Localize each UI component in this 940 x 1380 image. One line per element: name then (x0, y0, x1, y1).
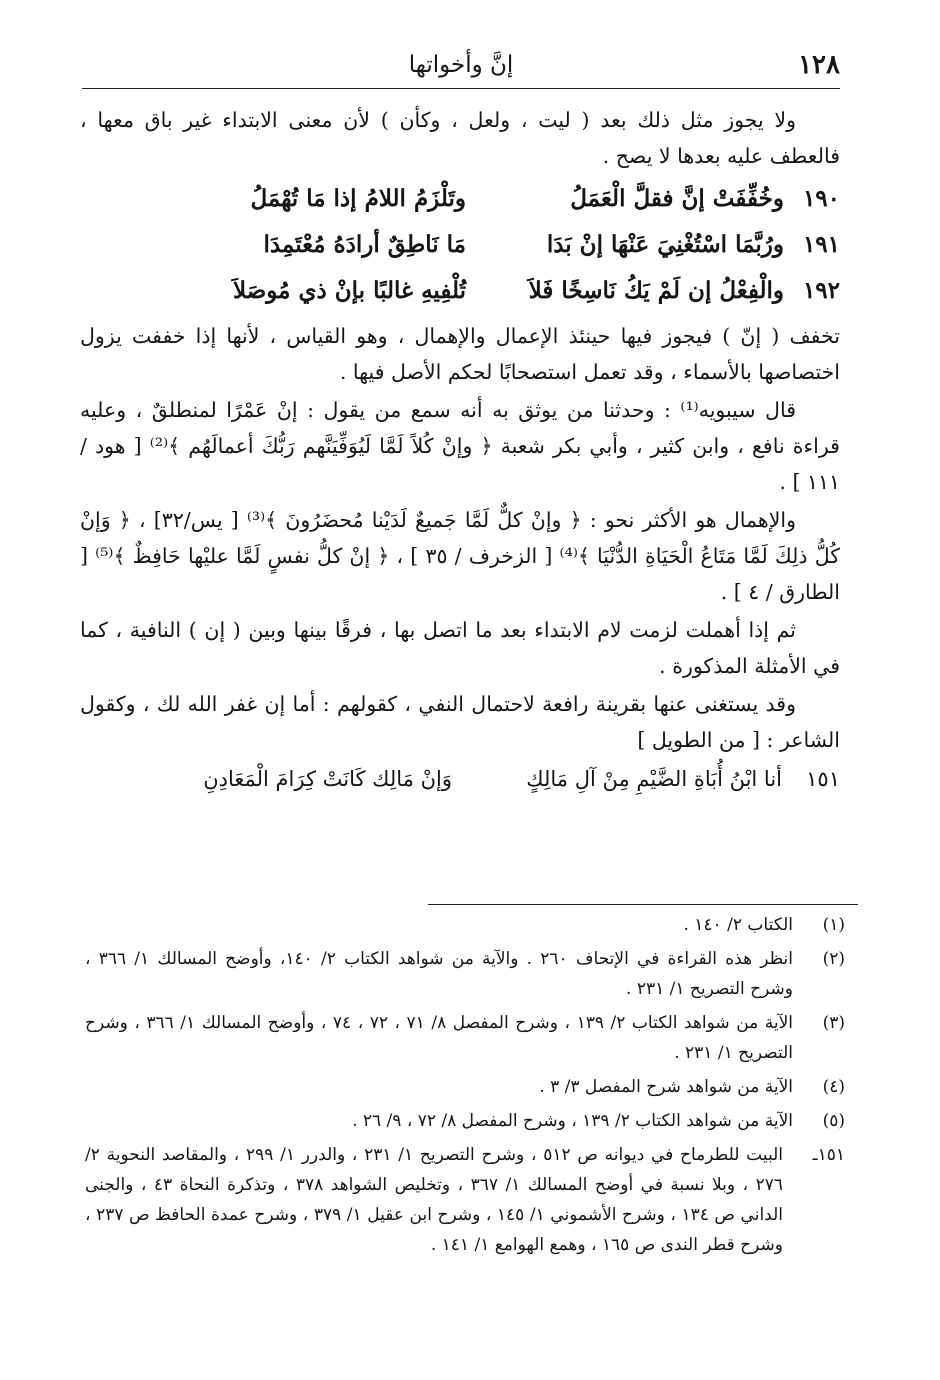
page-header (82, 48, 840, 89)
footnote (85, 1106, 845, 1136)
footnote-text: الآية من شواهد الكتاب ٢/ ١٣٩ ، وشرح المفصل ٨/ ٧٢ ، ٩/ ٢٦ . (352, 1111, 793, 1131)
paragraph: تخفف ( إنّ ) فيجوز فيها حينئذ الإعمال والإهمال ، وهو القياس ، لأنها إذا خففت يزول اختصاصها بالأسماء ، وقد تعمل استصحابًا لحكم الأصل فيها . (80, 324, 840, 384)
footnote-text: الآية من شواهد الكتاب ٢/ ١٣٩ ، وشرح المفصل ٨/ ٧١ ، ٧٢ ، ٧٤ ، وأوضح المسالك ١/ ٣٦٦ ، وشرح التصريح ١/ ٢٣١ . (85, 1013, 794, 1063)
footnote-number: (٢) (822, 949, 845, 969)
verse-line (80, 222, 840, 268)
verse-first-hemistich: والْفِعْلُ إن لَمْ يَكُ نَاسِخًا فَلاَ (528, 277, 784, 304)
witness-second-hemistich: وَإنْ مَالِك كَانَتْ كِرَامَ الْمَعَادِنِ (203, 767, 452, 791)
footnote-number: (٤) (822, 1077, 845, 1097)
paragraph: وقد يستغنى عنها بقرينة رافعة لاحتمال النفي ، كقولهم : أما إن غفر الله لك ، وكقول الشاعر : [ من الطويل ] (80, 692, 840, 752)
verse-line (80, 176, 840, 222)
verse-second-hemistich: مَا نَاطِقٌ أرادَهُ مُعْتَمِدَا (263, 231, 466, 258)
verse-number: ١٩٠ (802, 185, 840, 212)
verse-line (80, 268, 840, 314)
footnote-number: (١) (822, 915, 845, 935)
witness-first-hemistich: أنا ابْنُ أُبَاةِ الضَّيْمِ مِنْ آلِ مَالِكٍ (526, 767, 782, 791)
paragraph: ثم إذا أهملت لزمت لام الابتداء بعد ما اتصل بها ، فرقًا بينها وبين ( إن ) النافية ، كما في الأمثلة المذكورة . (80, 618, 840, 678)
verse-first-hemistich: وخُفِّفَتْ إنَّ فقلَّ الْعَمَلُ (570, 185, 784, 212)
poetry-witness-line (80, 760, 840, 798)
page-number: ١٢٨ (798, 50, 840, 80)
footnote (85, 1140, 845, 1260)
footnotes (85, 910, 845, 1264)
verse-first-hemistich: ورُبَّمَا اسْتُغْنِيَ عَنْهَا إنْ بَدَا (546, 231, 784, 258)
verse-second-hemistich: وتَلْزَمُ اللامُ إذا مَا تُهْمَلُ (250, 185, 466, 212)
footnote-divider (428, 904, 858, 905)
footnote-text: الآية من شواهد شرح المفصل ٣/ ٣ . (539, 1077, 793, 1097)
paragraph: قال سيبويه⁽¹⁾ : وحدثنا من يوثق به أنه سمع من يقول : إنْ عَمْرًا لمنطلقٌ ، وعليه قراءة نافع ، وابن كثير ، وأبي بكر شعبة ﴿ وإنْ كُلاً لَمَّا لَيُوَفِّيَنَّهم رَبُّكَ أعمالَهُم ﴾⁽²⁾ [ هود / ١١١ ] . (80, 398, 840, 494)
footnote (85, 910, 845, 940)
verse-number: ١٩٢ (802, 277, 840, 304)
footnote (85, 1072, 845, 1102)
footnote-text: الكتاب ٢/ ١٤٠ . (683, 915, 793, 935)
footnote-number: ١٥١ـ (812, 1145, 845, 1165)
witness-number: ١٥١ (806, 767, 840, 791)
footnote-text: البيت للطرماح في ديوانه ص ٥١٢ ، وشرح التصريح ١/ ٢٣١ ، والدرر ١/ ٢٩٩ ، والمقاصد النحوية ٢/ ٢٧٦ ، وبلا نسبة في أوضح المسالك ١/ ٣٦٧ ، وتخليص الشواهد ٣٧٨ ، وتذكرة النحاة ٤٣ ، والجنى الداني ص ١٣٤ ، وشرح الأشموني ١/ ١٤٥ ، وشرح ابن عقيل ١/ ٣٧٩ ، وشرح عمدة الحافظ ص ٢٣٧ ، وشرح قطر الندى ص ١٦٥ ، وهمع الهوامع ١/ ١٤١ . (85, 1145, 784, 1255)
paragraph: والإهمال هو الأكثر نحو : ﴿ وإنْ كلٌّ لَمَّا جَميعٌ لَدَيْنا مُحضَرُونَ ﴾⁽³⁾ [ يس/٣٢] ، ﴿ وَإنْ كُلُّ ذلِكَ لَمَّا مَتَاعُ الْحَيَاةِ الدُّنْيَا ﴾⁽⁴⁾ [ الزخرف / ٣٥ ] ، ﴿ إنْ كلُّ نفسٍ لَمَّا عليْها حَافِظٌ ﴾⁽⁵⁾ [ الطارق / ٤ ] . (80, 508, 840, 604)
footnote (85, 1008, 845, 1068)
main-text (80, 102, 840, 798)
verse-number: ١٩١ (802, 231, 840, 258)
running-title: إنَّ وأخواتها (408, 52, 514, 78)
verse-block (80, 176, 840, 314)
footnote-number: (٣) (822, 1013, 845, 1033)
paragraph: ولا يجوز مثل ذلك بعد ( ليت ، ولعل ، وكأن ) لأن معنى الابتداء غير باق معها ، فالعطف عليه بعدها لا يصح . (80, 108, 840, 168)
footnote (85, 944, 845, 1004)
footnote-number: (٥) (822, 1111, 845, 1131)
footnote-text: انظر هذه القراءة في الإتحاف ٢٦٠ . والآية من شواهد الكتاب ٢/ ١٤٠، وأوضح المسالك ١/ ٣٦٦ ، وشرح التصريح ١/ ٢٣١ . (85, 949, 794, 999)
verse-second-hemistich: تُلْفِيهِ غالبًا بإنْ ذي مُوصَلاَ (233, 277, 466, 304)
